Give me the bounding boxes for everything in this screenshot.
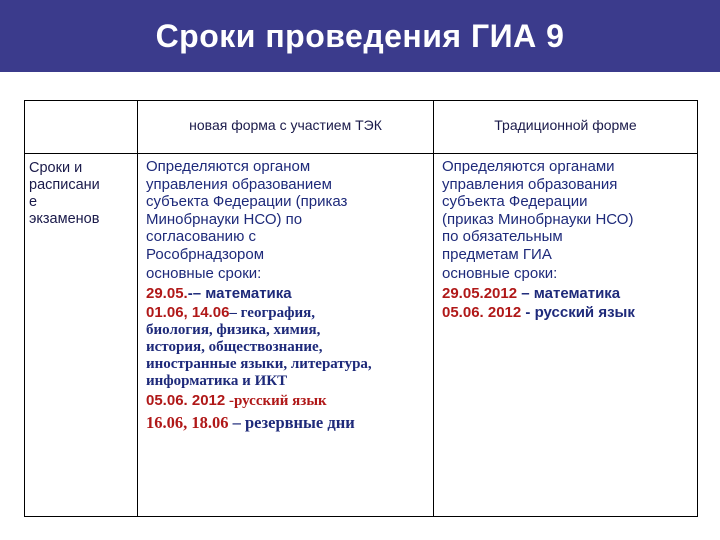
header-cell-traditional-form (434, 101, 698, 154)
traditional-form-cell (434, 154, 698, 517)
header-cell-empty (25, 101, 138, 154)
exam-schedule-table (24, 100, 698, 517)
traditional-form-russian-line: 05.06. 2012 - русский язык (442, 304, 635, 321)
new-form-reserve-line: 16.06, 18.06 – резервные дни (146, 413, 355, 432)
title-bar (0, 0, 720, 72)
new-form-russian-line: 05.06. 2012 -русский язык (146, 392, 327, 409)
header-cell-new-form (138, 101, 434, 154)
new-form-geo-block: 01.06, 14.06– география, биология, физика, химия, история, обществознание, иностранные языки, литература, информатика и ИКТ (146, 304, 372, 389)
new-form-main-terms: основные сроки: (146, 265, 262, 282)
table-header-row (25, 101, 698, 154)
new-form-cell (138, 154, 434, 517)
traditional-form-organ-text: Определяются органами управления образования субъекта Федерации (приказ Минобрнауки НСО) по обязательным предметам ГИА (442, 158, 634, 263)
new-form-math-line: 29.05.-– математика (146, 284, 292, 302)
row-label: Сроки и расписани е экзаменов (29, 160, 100, 227)
new-form-organ-text: Определяются органом управления образованием субъекта Федерации (приказ Минобрнауки НСО) по согласованию с Рособрнадзором (146, 158, 348, 263)
table-row-schedule (25, 154, 698, 517)
header-new-form: новая форма с участием ТЭК (189, 117, 382, 133)
traditional-form-main-terms: основные сроки: (442, 265, 558, 282)
traditional-form-math-line: 29.05.2012 – математика (442, 284, 621, 302)
header-traditional-form: Традиционной форме (494, 117, 637, 133)
row-label-cell (25, 154, 138, 517)
page-title: Сроки проведения ГИА 9 (155, 17, 565, 54)
